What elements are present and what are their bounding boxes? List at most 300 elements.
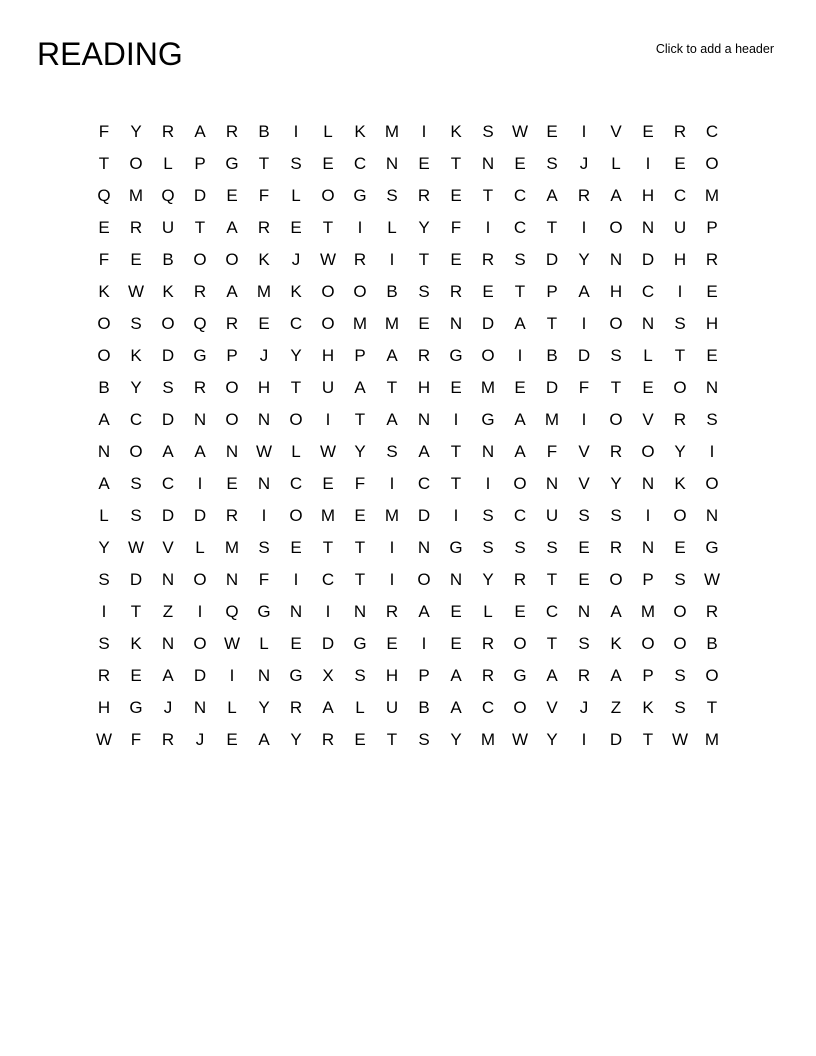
grid-letter: P xyxy=(418,665,430,685)
grid-letter: R xyxy=(193,377,207,397)
grid-letter: D xyxy=(161,409,175,429)
grid-letter: N xyxy=(225,569,239,589)
grid-letter: E xyxy=(642,377,654,397)
grid-letter: H xyxy=(641,185,655,205)
grid-letter: R xyxy=(257,217,271,237)
grid-letter: E xyxy=(418,313,430,333)
grid-letter: R xyxy=(417,345,431,365)
grid-letter: F xyxy=(578,377,590,397)
grid-letter: P xyxy=(226,345,238,365)
grid-letter: M xyxy=(704,185,720,205)
grid-letter: I xyxy=(229,665,235,685)
grid-letter: I xyxy=(485,217,491,237)
grid-letter: M xyxy=(384,505,400,525)
grid-letter: F xyxy=(258,185,270,205)
grid-letter: M xyxy=(256,281,272,301)
grid-letter: C xyxy=(321,569,335,589)
grid-letter: K xyxy=(98,281,110,301)
grid-letter: H xyxy=(97,697,111,717)
grid-letter: G xyxy=(705,537,719,557)
grid-letter: M xyxy=(704,729,720,749)
grid-letter: O xyxy=(609,569,623,589)
grid-letter: M xyxy=(384,121,400,141)
grid-letter: I xyxy=(389,569,395,589)
grid-letter: N xyxy=(97,441,111,461)
grid-letter: K xyxy=(258,249,270,269)
grid-letter: V xyxy=(578,473,590,493)
grid-letter: E xyxy=(354,505,366,525)
grid-letter: O xyxy=(609,313,623,333)
grid-letter: N xyxy=(481,441,495,461)
grid-letter: I xyxy=(197,601,203,621)
grid-letter: W xyxy=(95,729,113,749)
grid-letter: C xyxy=(705,121,719,141)
grid-letter: G xyxy=(513,665,527,685)
grid-letter: N xyxy=(641,473,655,493)
grid-letter: W xyxy=(127,281,145,301)
grid-letter: C xyxy=(673,185,687,205)
grid-letter: C xyxy=(129,409,143,429)
grid-letter: E xyxy=(450,185,462,205)
grid-letter: R xyxy=(161,121,175,141)
grid-letter: I xyxy=(421,121,427,141)
grid-letter: I xyxy=(101,601,107,621)
grid-letter: G xyxy=(193,345,207,365)
grid-letter: Q xyxy=(193,313,207,333)
grid-letter: S xyxy=(514,249,526,269)
grid-letter: I xyxy=(581,313,587,333)
grid-letter: E xyxy=(290,633,302,653)
grid-letter: R xyxy=(225,121,239,141)
grid-letter: O xyxy=(673,633,687,653)
grid-letter: S xyxy=(482,505,494,525)
grid-letter: B xyxy=(386,281,398,301)
grid-letter: L xyxy=(323,121,333,141)
grid-letter: V xyxy=(610,121,622,141)
grid-letter: F xyxy=(546,441,558,461)
grid-letter: D xyxy=(193,185,207,205)
grid-letter: G xyxy=(129,697,143,717)
grid-letter: O xyxy=(641,633,655,653)
grid-letter: I xyxy=(325,601,331,621)
grid-letter: A xyxy=(226,217,238,237)
grid-letter: K xyxy=(162,281,174,301)
grid-letter: L xyxy=(643,345,653,365)
grid-letter: B xyxy=(706,633,718,653)
grid-letter: T xyxy=(610,377,622,397)
grid-letter: E xyxy=(258,313,270,333)
grid-letter: O xyxy=(673,377,687,397)
grid-letter: O xyxy=(97,345,111,365)
grid-letter: A xyxy=(578,281,590,301)
grid-letter: O xyxy=(193,633,207,653)
grid-letter: I xyxy=(581,729,587,749)
grid-letter: A xyxy=(226,281,238,301)
grid-letter: O xyxy=(705,473,719,493)
grid-letter: Q xyxy=(161,185,175,205)
grid-letter: E xyxy=(322,473,334,493)
grid-letter: E xyxy=(706,281,718,301)
grid-letter: I xyxy=(581,217,587,237)
grid-letter: G xyxy=(257,601,271,621)
grid-letter: R xyxy=(353,249,367,269)
grid-letter: W xyxy=(319,249,337,269)
grid-letter: S xyxy=(290,153,302,173)
grid-letter: T xyxy=(258,153,270,173)
grid-letter: G xyxy=(353,633,367,653)
grid-letter: F xyxy=(450,217,462,237)
grid-letter: N xyxy=(449,313,463,333)
grid-letter: S xyxy=(418,281,430,301)
grid-letter: S xyxy=(162,377,174,397)
grid-letter: T xyxy=(354,569,366,589)
grid-letter: T xyxy=(482,185,494,205)
grid-letter: R xyxy=(513,569,527,589)
grid-letter: C xyxy=(513,185,527,205)
grid-letter: A xyxy=(98,473,110,493)
grid-letter: L xyxy=(227,697,237,717)
grid-letter: X xyxy=(322,665,334,685)
grid-letter: E xyxy=(418,153,430,173)
grid-letter: E xyxy=(226,473,238,493)
grid-letter: T xyxy=(386,729,398,749)
grid-letter: A xyxy=(418,441,430,461)
grid-letter: E xyxy=(226,185,238,205)
grid-letter: S xyxy=(546,153,558,173)
grid-letter: O xyxy=(161,313,175,333)
grid-letter: T xyxy=(354,537,366,557)
grid-letter: C xyxy=(417,473,431,493)
grid-letter: N xyxy=(449,569,463,589)
grid-letter: R xyxy=(481,665,495,685)
grid-letter: W xyxy=(255,441,273,461)
grid-letter: S xyxy=(418,729,430,749)
grid-letter: A xyxy=(322,697,334,717)
grid-letter: L xyxy=(195,537,205,557)
grid-letter: U xyxy=(385,697,399,717)
grid-letter: S xyxy=(578,633,590,653)
grid-letter: M xyxy=(128,185,144,205)
grid-letter: H xyxy=(385,665,399,685)
grid-letter: M xyxy=(384,313,400,333)
grid-letter: E xyxy=(674,153,686,173)
grid-letter: I xyxy=(709,441,715,461)
grid-letter: O xyxy=(289,505,303,525)
grid-letter: F xyxy=(130,729,142,749)
grid-letter: R xyxy=(225,313,239,333)
grid-letter: S xyxy=(674,665,686,685)
grid-letter: T xyxy=(354,409,366,429)
grid-letter: K xyxy=(130,633,142,653)
grid-letter: P xyxy=(642,569,654,589)
grid-letter: A xyxy=(162,665,174,685)
grid-letter: A xyxy=(514,313,526,333)
grid-letter: Y xyxy=(130,377,142,397)
grid-letter: I xyxy=(197,473,203,493)
grid-letter: T xyxy=(674,345,686,365)
grid-letter: L xyxy=(291,441,301,461)
grid-letter: O xyxy=(225,409,239,429)
grid-letter: D xyxy=(577,345,591,365)
grid-letter: C xyxy=(513,217,527,237)
add-header-placeholder[interactable]: Click to add a header xyxy=(655,42,774,56)
grid-letter: H xyxy=(417,377,431,397)
grid-letter: B xyxy=(162,249,174,269)
grid-letter: I xyxy=(421,633,427,653)
grid-letter: T xyxy=(546,313,558,333)
grid-letter: Y xyxy=(610,473,622,493)
grid-letter: K xyxy=(642,697,654,717)
grid-letter: L xyxy=(259,633,269,653)
grid-letter: O xyxy=(97,313,111,333)
grid-letter: O xyxy=(321,313,335,333)
grid-letter: D xyxy=(545,249,559,269)
grid-letter: E xyxy=(386,633,398,653)
grid-letter: A xyxy=(514,441,526,461)
grid-letter: E xyxy=(98,217,110,237)
grid-letter: D xyxy=(193,505,207,525)
grid-letter: N xyxy=(609,249,623,269)
grid-letter: I xyxy=(581,409,587,429)
grid-letter: S xyxy=(386,441,398,461)
grid-letter: N xyxy=(417,409,431,429)
grid-letter: A xyxy=(610,601,622,621)
grid-letter: J xyxy=(579,697,589,717)
grid-letter: Y xyxy=(130,121,142,141)
grid-letter: I xyxy=(389,537,395,557)
grid-letter: I xyxy=(645,153,651,173)
grid-letter: E xyxy=(130,249,142,269)
grid-letter: S xyxy=(258,537,270,557)
grid-letter: D xyxy=(609,729,623,749)
grid-letter: Y xyxy=(418,217,430,237)
grid-letter: D xyxy=(193,665,207,685)
grid-letter: A xyxy=(386,409,398,429)
grid-letter: D xyxy=(161,345,175,365)
grid-letter: M xyxy=(480,377,496,397)
grid-letter: E xyxy=(450,633,462,653)
grid-letter: F xyxy=(354,473,366,493)
grid-letter: N xyxy=(385,153,399,173)
grid-letter: E xyxy=(290,217,302,237)
grid-letter: A xyxy=(610,665,622,685)
grid-letter: O xyxy=(353,281,367,301)
grid-letter: R xyxy=(193,281,207,301)
grid-letter: S xyxy=(610,345,622,365)
grid-letter: O xyxy=(513,697,527,717)
grid-letter: L xyxy=(163,153,173,173)
grid-letter: T xyxy=(322,217,334,237)
grid-letter: U xyxy=(321,377,335,397)
grid-letter: T xyxy=(386,377,398,397)
grid-letter: N xyxy=(257,665,271,685)
grid-letter: O xyxy=(417,569,431,589)
grid-letter: I xyxy=(325,409,331,429)
grid-letter: Q xyxy=(97,185,111,205)
grid-letter: D xyxy=(417,505,431,525)
grid-letter: G xyxy=(449,537,463,557)
grid-letter: O xyxy=(513,473,527,493)
grid-letter: D xyxy=(545,377,559,397)
grid-letter: T xyxy=(130,601,142,621)
grid-letter: C xyxy=(353,153,367,173)
grid-letter: L xyxy=(387,217,397,237)
grid-letter: M xyxy=(480,729,496,749)
grid-letter: W xyxy=(671,729,689,749)
grid-letter: O xyxy=(321,281,335,301)
grid-letter: A xyxy=(194,121,206,141)
grid-letter: Y xyxy=(482,569,494,589)
grid-letter: D xyxy=(129,569,143,589)
grid-letter: A xyxy=(546,185,558,205)
grid-letter: U xyxy=(161,217,175,237)
grid-letter: T xyxy=(450,473,462,493)
grid-letter: U xyxy=(545,505,559,525)
grid-letter: R xyxy=(161,729,175,749)
grid-letter: Y xyxy=(258,697,270,717)
grid-letter: Y xyxy=(450,729,462,749)
grid-letter: O xyxy=(129,441,143,461)
grid-letter: L xyxy=(483,601,493,621)
grid-letter: O xyxy=(673,601,687,621)
grid-letter: O xyxy=(129,153,143,173)
grid-letter: G xyxy=(449,345,463,365)
grid-letter: I xyxy=(645,505,651,525)
grid-letter: H xyxy=(321,345,335,365)
grid-letter: G xyxy=(481,409,495,429)
grid-letter: N xyxy=(161,569,175,589)
grid-letter: C xyxy=(641,281,655,301)
grid-letter: T xyxy=(418,249,430,269)
grid-letter: I xyxy=(453,409,459,429)
grid-letter: P xyxy=(706,217,718,237)
grid-letter: Y xyxy=(290,729,302,749)
grid-letter: E xyxy=(514,153,526,173)
grid-letter: Z xyxy=(162,601,174,621)
grid-letter: J xyxy=(195,729,205,749)
grid-letter: O xyxy=(321,185,335,205)
grid-letter: T xyxy=(290,377,302,397)
grid-letter: V xyxy=(642,409,654,429)
grid-letter: R xyxy=(97,665,111,685)
grid-letter: A xyxy=(354,377,366,397)
grid-letter: G xyxy=(225,153,239,173)
grid-letter: O xyxy=(289,409,303,429)
grid-letter: I xyxy=(293,569,299,589)
grid-letter: C xyxy=(513,505,527,525)
grid-letter: L xyxy=(355,697,365,717)
grid-letter: E xyxy=(130,665,142,685)
grid-letter: R xyxy=(481,249,495,269)
grid-letter: O xyxy=(225,377,239,397)
grid-letter: N xyxy=(705,505,719,525)
grid-letter: K xyxy=(610,633,622,653)
grid-letter: B xyxy=(546,345,558,365)
grid-letter: K xyxy=(130,345,142,365)
grid-letter: S xyxy=(674,313,686,333)
grid-letter: N xyxy=(193,409,207,429)
grid-letter: I xyxy=(261,505,267,525)
grid-letter: N xyxy=(257,409,271,429)
grid-letter: N xyxy=(225,441,239,461)
grid-letter: J xyxy=(579,153,589,173)
grid-letter: N xyxy=(545,473,559,493)
grid-letter: E xyxy=(450,601,462,621)
grid-letter: M xyxy=(224,537,240,557)
grid-letter: Z xyxy=(610,697,622,717)
grid-letter: O xyxy=(705,665,719,685)
grid-letter: S xyxy=(386,185,398,205)
grid-letter: S xyxy=(130,473,142,493)
grid-letter: J xyxy=(291,249,301,269)
grid-letter: T xyxy=(194,217,206,237)
grid-letter: N xyxy=(257,473,271,493)
grid-letter: K xyxy=(674,473,686,493)
grid-letter: M xyxy=(352,313,368,333)
grid-letter: W xyxy=(319,441,337,461)
grid-letter: O xyxy=(609,409,623,429)
grid-letter: N xyxy=(289,601,303,621)
grid-letter: A xyxy=(546,665,558,685)
grid-letter: A xyxy=(162,441,174,461)
grid-letter: N xyxy=(417,537,431,557)
grid-letter: C xyxy=(161,473,175,493)
grid-letter: W xyxy=(511,121,529,141)
grid-letter: B xyxy=(258,121,270,141)
grid-letter: J xyxy=(259,345,269,365)
grid-letter: V xyxy=(546,697,558,717)
grid-letter: H xyxy=(705,313,719,333)
grid-letter: Y xyxy=(98,537,110,557)
grid-letter: E xyxy=(514,377,526,397)
grid-letter: O xyxy=(513,633,527,653)
grid-letter: A xyxy=(450,665,462,685)
grid-letter: S xyxy=(610,505,622,525)
page-title: READING xyxy=(37,36,183,72)
grid-letter: P xyxy=(546,281,558,301)
grid-letter: V xyxy=(162,537,174,557)
grid-letter: N xyxy=(161,633,175,653)
grid-letter: R xyxy=(481,633,495,653)
grid-letter: A xyxy=(610,185,622,205)
grid-letter: D xyxy=(641,249,655,269)
grid-letter: M xyxy=(544,409,560,429)
grid-letter: T xyxy=(450,153,462,173)
grid-letter: I xyxy=(357,217,363,237)
grid-letter: O xyxy=(641,441,655,461)
grid-letter: F xyxy=(98,249,110,269)
grid-letter: E xyxy=(642,121,654,141)
grid-letter: N xyxy=(705,377,719,397)
grid-letter: F xyxy=(258,569,270,589)
grid-letter: S xyxy=(514,537,526,557)
grid-letter: R xyxy=(225,505,239,525)
grid-letter: C xyxy=(481,697,495,717)
grid-letter: Q xyxy=(225,601,239,621)
grid-letter: I xyxy=(485,473,491,493)
grid-letter: M xyxy=(640,601,656,621)
grid-letter: R xyxy=(673,121,687,141)
grid-letter: E xyxy=(514,601,526,621)
grid-letter: N xyxy=(641,537,655,557)
grid-letter: S xyxy=(578,505,590,525)
grid-letter: E xyxy=(578,537,590,557)
grid-letter: R xyxy=(609,537,623,557)
grid-letter: H xyxy=(609,281,623,301)
grid-letter: A xyxy=(418,601,430,621)
grid-letter: E xyxy=(322,153,334,173)
grid-letter: T xyxy=(450,441,462,461)
